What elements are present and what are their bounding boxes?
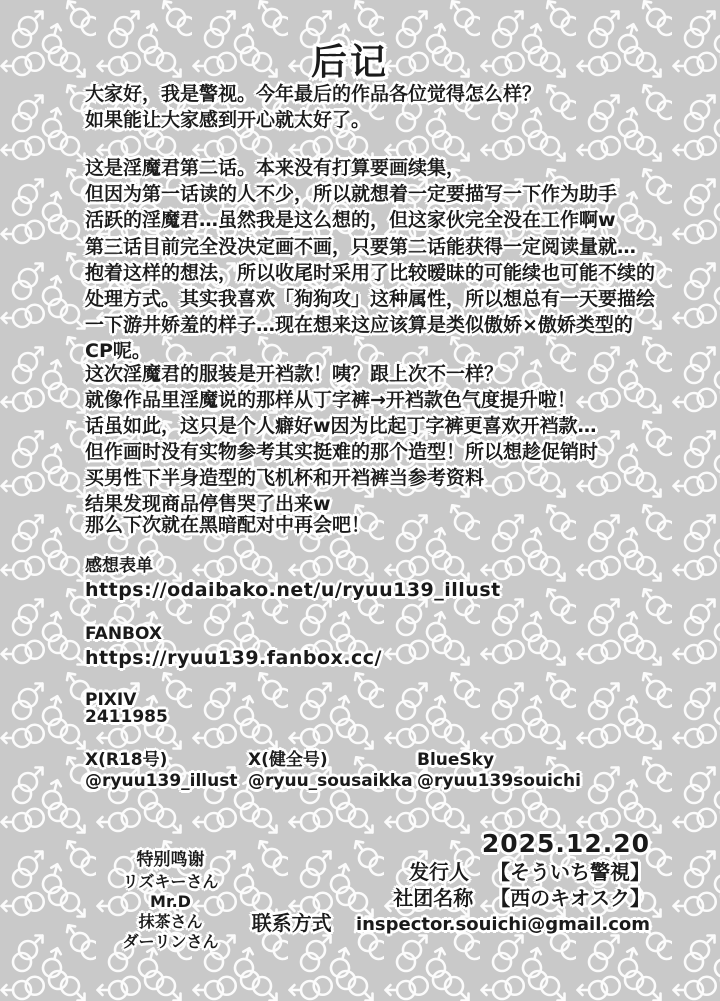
social-label: X(R18号): [85, 750, 168, 770]
publisher-label: 发行人: [409, 860, 470, 884]
feedback-form-url: https://odaibako.net/u/ryuu139_illust: [85, 579, 501, 601]
social-label: BlueSky: [417, 750, 495, 770]
credit-name: リズキーさん: [122, 872, 219, 891]
social-x-sfw: [248, 750, 413, 792]
social-handle: @ryuu_sousaikka: [248, 771, 413, 791]
page-title: 后记: [310, 42, 389, 83]
text-line: 买男性下半身造型的飞机杯和开裆裤当参考资料: [85, 467, 485, 489]
text-line: 结果发现商品停售哭了出来w: [85, 493, 331, 515]
text-line: 大家好，我是警视。今年最后的作品各位觉得怎么样？: [85, 83, 542, 105]
social-handle: @ryuu139souichi: [417, 771, 581, 791]
circle-name: 【西のキオスク】: [490, 886, 650, 910]
text-line: 抱着这样的想法，所以收尾时采用了比较暧昧的可能续也可能不续的: [85, 262, 656, 284]
contact-row: [252, 907, 650, 936]
pixiv-id: 2411985: [85, 707, 168, 727]
text-line: 活跃的淫魔君…虽然我是这么想的，但这家伙完全没在工作啊w: [85, 209, 616, 231]
social-label: X(健全号): [248, 750, 328, 770]
social-x-r18: [85, 750, 238, 792]
credit-name: 抹茶さん: [138, 912, 203, 931]
text-line: 但作画时没有实物参考其实挺难的那个造型！所以想趁促销时: [85, 441, 599, 463]
text-line: 话虽如此，这只是个人癖好w因为比起丁字裤更喜欢开裆款…: [85, 415, 597, 437]
social-bluesky: [417, 750, 581, 792]
fanbox-label: FANBOX: [85, 624, 162, 644]
text-line: 处理方式。其实我喜欢「狗狗攻」这种属性，所以想总有一天要描绘: [85, 288, 656, 310]
feedback-form-label: 感想表单: [85, 556, 153, 576]
credit-name: ダーリンさん: [122, 932, 219, 951]
publish-date: 2025.12.20: [481, 829, 650, 858]
afterword-paragraph-4: [85, 361, 598, 517]
fanbox-url: https://ryuu139.fanbox.cc/: [85, 647, 382, 669]
special-thanks: [78, 850, 263, 952]
publisher-row: [409, 856, 650, 885]
text-line: 如果能让大家感到开心就太好了。: [85, 109, 371, 131]
contact-label: 联系方式: [251, 911, 332, 935]
special-thanks-title: 特别鸣谢: [136, 850, 205, 870]
closing-line: 那么下次就在黑暗配对中再会吧！: [85, 514, 371, 536]
social-handle: @ryuu139_illust: [85, 771, 238, 791]
text-line: 但因为第一话读的人不少，所以就想着一定要描写一下作为助手: [85, 183, 618, 205]
pixiv-label: PIXIV: [85, 690, 137, 710]
publisher-name: 【そういち警視】: [490, 860, 650, 884]
text-line: 这是淫魔君第二话。本来没有打算要画续集，: [85, 157, 466, 179]
contact-email: inspector.souichi@gmail.com: [355, 914, 650, 935]
pixiv-block: [85, 692, 168, 726]
text-line: 就像作品里淫魔说的那样从丁字裤→开裆款色气度提升啦！: [85, 389, 576, 411]
text-line: 这次淫魔君的服装是开裆款！咦？跟上次不一样？: [85, 363, 504, 385]
credit-name: Mr.D: [150, 892, 191, 911]
afterword-paragraph-3: [85, 234, 655, 364]
circle-label: 社团名称: [393, 886, 474, 910]
afterword-paragraph-1: [85, 81, 541, 133]
text-line: 第三话目前完全没决定画不画，只要第二话能获得一定阅读量就…: [85, 236, 637, 258]
text-line: 一下游井娇羞的样子…现在想来这应该算是类似傲娇×傲娇类型的: [85, 314, 633, 336]
afterword-paragraph-2: [85, 155, 617, 233]
text-line: CP呢。: [85, 340, 151, 362]
